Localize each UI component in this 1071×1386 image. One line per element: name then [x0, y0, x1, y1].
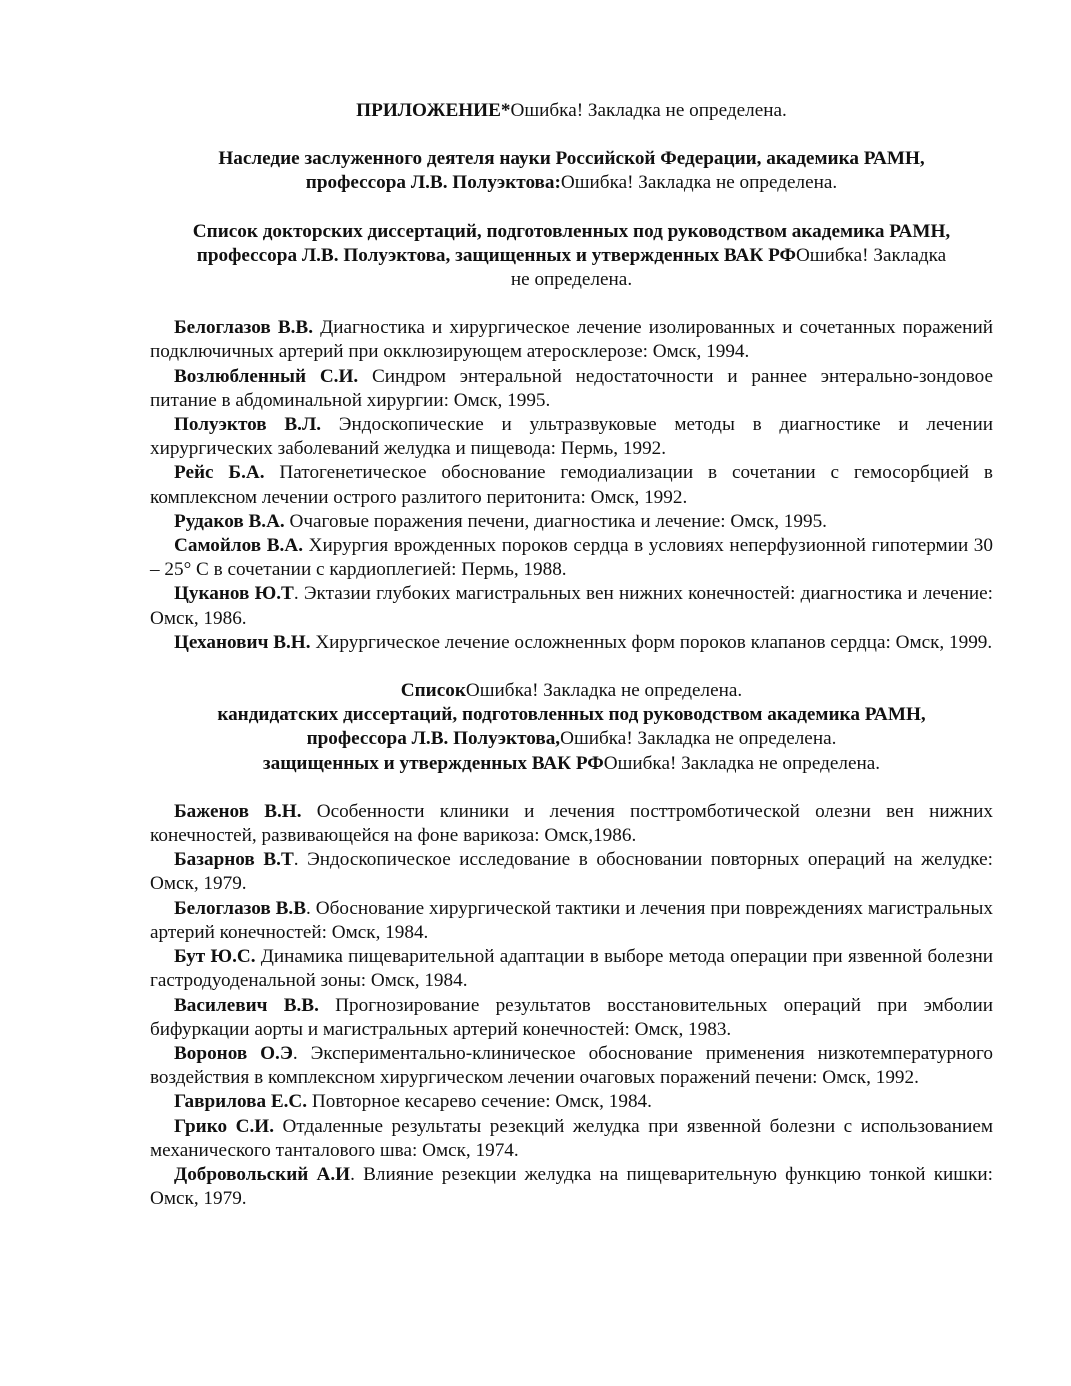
list-item	[150, 1163, 993, 1211]
entry-text: Диагностика и хирургическое лечение изолированных и сочетанных поражений подключичных артерий при окклюзирующем атеросклерозе: Омск, 1994.	[150, 317, 993, 363]
list-item	[150, 413, 993, 461]
legacy-title-line2: профессора Л.В. Полуэктова:	[305, 172, 561, 194]
bookmark-error: Ошибка! Закладка не определена.	[465, 680, 743, 702]
entry-author: Белоглазов В.В	[174, 897, 307, 919]
entry-text: Хирургическое лечение осложненных форм пороков клапанов сердца: Омск, 1999.	[310, 631, 993, 653]
entry-text: Синдром энтеральной недостаточности и раннее энтерально-зондовое питание в абдоминальной хирургии: Омск, 1995.	[150, 365, 993, 411]
list-item	[150, 1115, 993, 1163]
bookmark-error: Ошибка! Закладка не определена.	[603, 752, 881, 774]
candidate-title-line4: защищенных и утвержденных ВАК РФ	[262, 752, 604, 774]
list-item	[150, 945, 993, 993]
list-item	[150, 316, 993, 364]
entry-text: . Эктазии глубоких магистральных вен нижних конечностей: диагностика и лечение: Омск, 1986.	[150, 583, 993, 629]
entry-author: Рудаков В.А.	[174, 510, 285, 532]
entry-author: Возлюбленный С.И.	[174, 365, 359, 387]
list-item	[150, 1042, 993, 1090]
candidate-title-line3: профессора Л.В. Полуэктова,	[306, 728, 561, 750]
entry-author: Цеханович В.Н.	[174, 631, 311, 653]
document-content	[150, 99, 993, 1211]
entry-text: . Экспериментально-клиническое обоснование применения низкотемпературного воздействия в комплексном хирургическом лечении очаговых поражений печени: Омск, 1992.	[150, 1042, 993, 1089]
list-item	[150, 461, 993, 509]
list-item	[150, 365, 993, 413]
candidate-heading	[150, 679, 993, 776]
entry-text: Очаговые поражения печени, диагностика и лечение: Омск, 1995.	[284, 510, 827, 532]
entry-author: Полуэктов В.Л.	[174, 414, 322, 436]
entry-author: Белоглазов В.В.	[174, 317, 314, 339]
entry-author: Василевич В.В.	[174, 994, 319, 1016]
legacy-heading	[150, 147, 993, 195]
list-item	[150, 994, 993, 1042]
entry-text: Повторное кесарево сечение: Омск, 1984.	[307, 1091, 652, 1113]
appendix-title: ПРИЛОЖЕНИЕ*	[356, 100, 511, 121]
bookmark-error: Ошибка! Закладка не определена.	[560, 172, 838, 194]
entry-text: . Эндоскопическое исследование в обосновании повторных операций на желудке: Омск, 1979.	[150, 849, 993, 895]
bookmark-error: Ошибка! Закладка не определена.	[510, 100, 787, 121]
list-item	[150, 897, 993, 945]
list-item	[150, 582, 993, 630]
entry-author: Бут Ю.С.	[174, 946, 256, 968]
entry-author: Гаврилова Е.С.	[174, 1091, 308, 1113]
spacer	[150, 655, 993, 679]
list-item	[150, 800, 993, 848]
entry-text: Патогенетическое обоснование гемодиализации в сочетании с гемосорбцией в комплексном лечении острого разлитого перитонита: Омск, 1992.	[150, 462, 993, 508]
bookmark-error: Ошибка! Закладка не определена.	[560, 728, 837, 750]
list-item	[150, 848, 993, 896]
candidate-title-line2: кандидатских диссертаций, подготовленных под руководством академика РАМН,	[217, 704, 926, 726]
list-item	[150, 510, 993, 534]
entry-text: Динамика пищеварительной адаптации в выборе метода операции при язвенной болезни гастродуоденальной зоны: Омск, 1984.	[150, 946, 994, 992]
entry-author: Рейс Б.А.	[174, 462, 265, 484]
entry-text: . Обоснование хирургической тактики и лечения при повреждениях магистральных артерий конечностей: Омск, 1984.	[150, 897, 993, 943]
entry-text: Эндоскопические и ультразвуковые методы в диагностике и лечении хирургических заболеваний желудка и пищевода: Пермь, 1992.	[150, 414, 993, 460]
entry-author: Добровольский А.И	[174, 1163, 351, 1185]
appendix-heading	[150, 99, 993, 123]
list-item	[150, 631, 993, 655]
entry-author: Баженов В.Н.	[174, 800, 302, 822]
entry-text: . Влияние резекции желудка на пищеварительную функцию тонкой кишки: Омск, 1979.	[150, 1163, 993, 1210]
entry-author: Самойлов В.А.	[174, 535, 304, 557]
legacy-title-line1: Наследие заслуженного деятеля науки Российской Федерации, академика РАМН,	[218, 148, 925, 170]
entry-text: Особенности клиники и лечения посттромботической олезни вен нижних конечностей, развивающейся на фоне варикоза: Омск,1986.	[150, 800, 993, 847]
doctoral-title-line1: Список докторских диссертаций, подготовленных под руководством академика РАМН,	[192, 220, 951, 242]
entry-author: Воронов О.Э	[174, 1042, 293, 1064]
entry-author: Грико С.И.	[174, 1115, 275, 1137]
doctoral-title-line2: профессора Л.В. Полуэктова, защищенных и утвержденных ВАК РФ	[196, 244, 796, 266]
entry-author: Базарнов В.Т	[174, 849, 294, 871]
list-item	[150, 534, 993, 582]
list-item	[150, 1090, 993, 1114]
bookmark-error: Ошибка! Закладка	[795, 244, 947, 266]
doctoral-heading	[150, 220, 993, 293]
candidate-title-line1: Список	[400, 680, 466, 702]
entry-text: Отдаленные результаты резекций желудка при язвенной болезни с использованием механического танталового шва: Омск, 1974.	[150, 1115, 993, 1161]
bookmark-error-cont: не определена.	[510, 269, 633, 291]
entry-text: Прогнозирование результатов восстановительных операций при эмболии бифуркации аорты и магистральных артерий конечностей: Омск, 1983.	[150, 994, 993, 1040]
doctoral-list	[150, 316, 993, 655]
entry-author: Цуканов Ю.Т	[174, 583, 294, 605]
candidate-list	[150, 800, 993, 1211]
entry-text: Хирургия врожденных пороков сердца в условиях неперфузионной гипотермии 30 – 25° С в сочетании с кардиоплегией: Пермь, 1988.	[150, 535, 993, 581]
